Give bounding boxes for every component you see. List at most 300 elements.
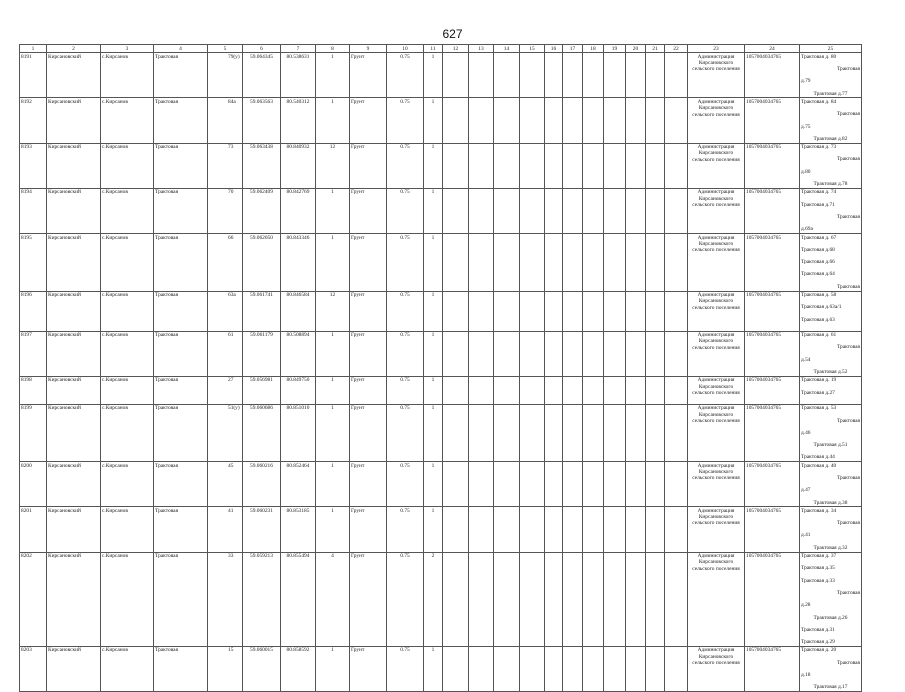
- cell-empty: [604, 234, 626, 291]
- cell-empty: [494, 143, 520, 188]
- owner-line: Администрация: [697, 98, 735, 105]
- address-line: Трактовая д.64: [801, 271, 835, 278]
- cell-empty: [646, 404, 665, 461]
- address-line: Трактовая: [836, 156, 860, 163]
- cell-district: Кирсановский: [47, 646, 101, 691]
- cell-empty: [583, 404, 604, 461]
- cell-id: 8200: [20, 462, 47, 507]
- cell-empty: [520, 143, 545, 188]
- cell-empty: [443, 376, 469, 404]
- address-line: Трактовая д.77: [813, 90, 848, 97]
- cell-id: 8192: [20, 98, 47, 143]
- address-line: Трактовая: [836, 659, 860, 666]
- owner-line: Кирсановского: [698, 383, 734, 390]
- cell-empty: [545, 143, 563, 188]
- address-line: Трактовая д. 19: [801, 377, 837, 384]
- cell-settlement: с.Кирсанов: [101, 404, 154, 461]
- cell-empty: [626, 462, 646, 507]
- cell-cover: Грунт: [350, 646, 387, 691]
- cell-house: 79(у): [208, 53, 243, 98]
- header-row: [20, 45, 862, 53]
- address-line: Трактовая д. 74: [801, 189, 837, 196]
- cell-empty: [583, 507, 604, 552]
- address-line: д.47: [801, 487, 811, 494]
- owner-line: Кирсановского: [698, 514, 734, 521]
- cell-empty: [563, 291, 583, 331]
- cell-count: 1: [424, 143, 443, 188]
- cell-settlement: с.Кирсанов: [101, 507, 154, 552]
- cell-empty: [583, 331, 604, 376]
- cell-addresses: [800, 188, 862, 233]
- cell-empty: [443, 98, 469, 143]
- owner-line: сельского поселения: [692, 304, 740, 311]
- cell-empty: [665, 234, 688, 291]
- column-header: 17: [563, 45, 583, 53]
- address-line: Трактовая д. 58: [801, 292, 837, 299]
- cell-settlement: с.Кирсанов: [101, 143, 154, 188]
- cell-area: 0.75: [387, 376, 424, 404]
- cell-house: 15: [208, 646, 243, 691]
- cell-id: 8201: [20, 507, 47, 552]
- cell-id: 8197: [20, 331, 47, 376]
- owner-line: Кирсановского: [698, 298, 734, 305]
- owner-line: Кирсановского: [698, 653, 734, 660]
- cell-settlement: с.Кирсанов: [101, 291, 154, 331]
- cell-empty: [583, 234, 604, 291]
- cell-empty: [646, 376, 665, 404]
- cell-c8: 1: [316, 507, 350, 552]
- owner-line: Администрация: [697, 377, 735, 384]
- cell-empty: [604, 376, 626, 404]
- cell-empty: [665, 331, 688, 376]
- cell-cover: Грунт: [350, 376, 387, 404]
- cell-empty: [583, 143, 604, 188]
- cell-house: 73: [208, 143, 243, 188]
- cell-empty: [646, 507, 665, 552]
- cell-house: 41: [208, 507, 243, 552]
- cell-street: Трактовая: [154, 646, 208, 691]
- cell-empty: [469, 331, 494, 376]
- cell-empty: [665, 53, 688, 98]
- cell-area: 0.75: [387, 234, 424, 291]
- cell-id: 8196: [20, 291, 47, 331]
- cell-ogrn: 1057004034765: [745, 98, 800, 143]
- cell-addresses: [800, 98, 862, 143]
- cell-empty: [563, 646, 583, 691]
- cell-empty: [443, 291, 469, 331]
- cell-ogrn: 1057004034765: [745, 53, 800, 98]
- cell-c8: 1: [316, 53, 350, 98]
- cell-addresses: [800, 404, 862, 461]
- cell-empty: [545, 234, 563, 291]
- cell-cover: Грунт: [350, 53, 387, 98]
- cell-district: Кирсановский: [47, 53, 101, 98]
- cell-district: Кирсановский: [47, 188, 101, 233]
- address-line: Трактовая д.33: [801, 577, 835, 584]
- cell-empty: [646, 331, 665, 376]
- address-line: Трактовая д. 37: [801, 553, 837, 560]
- cell-id: 8198: [20, 376, 47, 404]
- cell-id: 8191: [20, 53, 47, 98]
- cell-empty: [494, 462, 520, 507]
- owner-line: сельского поселения: [692, 156, 740, 163]
- cell-district: Кирсановский: [47, 143, 101, 188]
- cell-street: Трактовая: [154, 291, 208, 331]
- cell-id: 8203: [20, 646, 47, 691]
- cell-empty: [520, 291, 545, 331]
- cell-empty: [494, 552, 520, 646]
- cell-empty: [583, 462, 604, 507]
- cell-district: Кирсановский: [47, 376, 101, 404]
- cell-empty: [520, 552, 545, 646]
- cell-lat: 59.059213: [243, 552, 281, 646]
- address-line: д.18: [801, 672, 811, 679]
- address-line: Трактовая д.26: [813, 614, 848, 621]
- cell-empty: [665, 98, 688, 143]
- cell-empty: [626, 188, 646, 233]
- cell-empty: [563, 331, 583, 376]
- column-header: 16: [545, 45, 563, 53]
- address-line: Трактовая д. 53: [801, 405, 837, 412]
- cell-id: 8194: [20, 188, 47, 233]
- cell-c8: 1: [316, 331, 350, 376]
- column-header: 1: [20, 45, 47, 53]
- table-row: [20, 462, 862, 507]
- cell-empty: [443, 331, 469, 376]
- cell-empty: [604, 143, 626, 188]
- cell-street: Трактовая: [154, 98, 208, 143]
- cell-empty: [583, 291, 604, 331]
- cell-empty: [646, 188, 665, 233]
- cell-owner: [688, 188, 745, 233]
- cell-empty: [604, 291, 626, 331]
- cell-empty: [545, 404, 563, 461]
- cell-empty: [469, 143, 494, 188]
- table-row: [20, 53, 862, 98]
- page-number: 627: [442, 27, 463, 41]
- cell-count: 1: [424, 331, 443, 376]
- address-line: д.79: [801, 78, 811, 85]
- cell-empty: [520, 376, 545, 404]
- cell-empty: [604, 552, 626, 646]
- table-row: [20, 552, 862, 646]
- cell-empty: [665, 188, 688, 233]
- cell-addresses: [800, 552, 862, 646]
- address-line: Трактовая д. 73: [801, 144, 837, 151]
- cell-area: 0.75: [387, 462, 424, 507]
- cell-lon: 80.851010: [281, 404, 316, 461]
- address-line: Трактовая д.35: [801, 565, 835, 572]
- cell-c8: 1: [316, 462, 350, 507]
- cell-lon: 80.538631: [281, 53, 316, 98]
- cell-cover: Грунт: [350, 331, 387, 376]
- cell-empty: [563, 98, 583, 143]
- cell-empty: [469, 462, 494, 507]
- cell-empty: [520, 188, 545, 233]
- cell-empty: [443, 646, 469, 691]
- cell-empty: [563, 234, 583, 291]
- cell-lon: 80.858592: [281, 646, 316, 691]
- cell-settlement: с.Кирсанов: [101, 552, 154, 646]
- cell-lon: 80.843346: [281, 234, 316, 291]
- cell-count: 1: [424, 507, 443, 552]
- cell-empty: [604, 462, 626, 507]
- owner-line: сельского поселения: [692, 475, 740, 482]
- cell-empty: [626, 53, 646, 98]
- cell-street: Трактовая: [154, 376, 208, 404]
- cell-owner: [688, 462, 745, 507]
- cell-empty: [469, 291, 494, 331]
- cell-area: 0.75: [387, 646, 424, 691]
- cell-area: 0.75: [387, 404, 424, 461]
- cell-c8: 4: [316, 552, 350, 646]
- cell-lon: 80.842769: [281, 188, 316, 233]
- cell-owner: [688, 404, 745, 461]
- column-header: 22: [665, 45, 688, 53]
- cell-ogrn: 1057004034765: [745, 143, 800, 188]
- cell-house: 63а: [208, 291, 243, 331]
- column-header: 23: [688, 45, 745, 53]
- owner-line: сельского поселения: [692, 389, 740, 396]
- address-line: Трактовая д. 84: [801, 98, 837, 105]
- cell-lat: 59.060216: [243, 462, 281, 507]
- cell-lon: 80.853185: [281, 507, 316, 552]
- cell-street: Трактовая: [154, 331, 208, 376]
- cell-lat: 59.061179: [243, 331, 281, 376]
- cell-empty: [583, 376, 604, 404]
- cell-empty: [626, 234, 646, 291]
- cell-empty: [665, 291, 688, 331]
- cell-addresses: [800, 376, 862, 404]
- address-line: Трактовая д.44: [801, 454, 835, 461]
- cell-empty: [520, 507, 545, 552]
- column-header: 7: [281, 45, 316, 53]
- table-row: [20, 646, 862, 691]
- cell-empty: [563, 462, 583, 507]
- cell-owner: [688, 234, 745, 291]
- cell-empty: [583, 53, 604, 98]
- cell-empty: [604, 404, 626, 461]
- cell-area: 0.75: [387, 143, 424, 188]
- cell-empty: [545, 552, 563, 646]
- owner-line: сельского поселения: [692, 660, 740, 667]
- cell-empty: [604, 507, 626, 552]
- cell-ogrn: 1057004034765: [745, 376, 800, 404]
- column-header: 14: [494, 45, 520, 53]
- cell-ogrn: 1057004034765: [745, 188, 800, 233]
- cell-cover: Грунт: [350, 552, 387, 646]
- owner-line: Администрация: [697, 647, 735, 654]
- cell-empty: [443, 552, 469, 646]
- cell-empty: [563, 552, 583, 646]
- cell-empty: [520, 53, 545, 98]
- address-line: Трактовая д.38: [813, 499, 848, 506]
- column-header: 8: [316, 45, 350, 53]
- address-line: Трактовая д.78: [813, 181, 848, 188]
- owner-line: Администрация: [697, 53, 735, 60]
- cell-empty: [604, 331, 626, 376]
- cell-empty: [443, 507, 469, 552]
- cell-empty: [469, 53, 494, 98]
- cell-settlement: с.Кирсанов: [101, 646, 154, 691]
- cell-id: 8202: [20, 552, 47, 646]
- cell-id: 8195: [20, 234, 47, 291]
- cell-lat: 59.060231: [243, 507, 281, 552]
- cell-empty: [646, 462, 665, 507]
- address-line: д.69а: [801, 226, 813, 233]
- cell-lat: 59.056981: [243, 376, 281, 404]
- cell-empty: [626, 552, 646, 646]
- cell-empty: [545, 188, 563, 233]
- column-header: 6: [243, 45, 281, 53]
- cell-lon: 80.849750: [281, 376, 316, 404]
- owner-line: Кирсановского: [698, 150, 734, 157]
- owner-line: Кирсановского: [698, 60, 734, 67]
- cell-empty: [563, 143, 583, 188]
- cell-addresses: [800, 646, 862, 691]
- cell-lat: 59.062050: [243, 234, 281, 291]
- cell-empty: [494, 507, 520, 552]
- cell-empty: [443, 188, 469, 233]
- cell-empty: [646, 291, 665, 331]
- owner-line: Администрация: [697, 462, 735, 469]
- owner-line: сельского поселения: [692, 344, 740, 351]
- address-line: Трактовая д.29: [801, 639, 835, 646]
- cell-street: Трактовая: [154, 188, 208, 233]
- cell-ogrn: 1057004034765: [745, 291, 800, 331]
- cell-empty: [545, 53, 563, 98]
- column-header: 12: [443, 45, 469, 53]
- cell-c8: 1: [316, 376, 350, 404]
- cell-district: Кирсановский: [47, 404, 101, 461]
- address-line: Трактовая д. 34: [801, 507, 837, 514]
- owner-line: сельского поселения: [692, 201, 740, 208]
- column-header: 3: [101, 45, 154, 53]
- cell-empty: [520, 404, 545, 461]
- owner-line: Администрация: [697, 292, 735, 299]
- cell-ogrn: 1057004034765: [745, 234, 800, 291]
- cell-owner: [688, 507, 745, 552]
- owner-line: сельского поселения: [692, 247, 740, 254]
- cell-street: Трактовая: [154, 552, 208, 646]
- cell-addresses: [800, 331, 862, 376]
- owner-line: сельского поселения: [692, 565, 740, 572]
- owner-line: Кирсановского: [698, 240, 734, 247]
- cell-empty: [646, 53, 665, 98]
- owner-line: Кирсановского: [698, 338, 734, 345]
- cell-empty: [494, 376, 520, 404]
- cell-lon: 80.855494: [281, 552, 316, 646]
- column-header: 24: [745, 45, 800, 53]
- cell-empty: [443, 143, 469, 188]
- cell-empty: [545, 462, 563, 507]
- column-header: 5: [208, 45, 243, 53]
- cell-c8: 12: [316, 143, 350, 188]
- cell-addresses: [800, 53, 862, 98]
- cell-empty: [520, 462, 545, 507]
- cell-empty: [443, 53, 469, 98]
- address-line: Трактовая д. 20: [801, 647, 837, 654]
- cell-c8: 1: [316, 188, 350, 233]
- owner-line: Администрация: [697, 332, 735, 339]
- address-line: Трактовая д.71: [801, 201, 835, 208]
- cell-count: 1: [424, 234, 443, 291]
- column-header: 10: [387, 45, 424, 53]
- cell-empty: [626, 646, 646, 691]
- cell-area: 0.75: [387, 98, 424, 143]
- cell-empty: [520, 234, 545, 291]
- cell-empty: [469, 376, 494, 404]
- table-row: [20, 376, 862, 404]
- cell-street: Трактовая: [154, 143, 208, 188]
- cell-owner: [688, 53, 745, 98]
- cell-addresses: [800, 291, 862, 331]
- address-line: Трактовая д.82: [813, 135, 848, 142]
- owner-line: Администрация: [697, 507, 735, 514]
- cell-c8: 1: [316, 98, 350, 143]
- cell-empty: [626, 507, 646, 552]
- cell-empty: [646, 234, 665, 291]
- address-line: Трактовая д.66: [801, 259, 835, 266]
- cell-count: 1: [424, 291, 443, 331]
- address-line: Трактовая: [836, 417, 860, 424]
- cell-district: Кирсановский: [47, 234, 101, 291]
- cell-empty: [545, 98, 563, 143]
- cell-empty: [494, 98, 520, 143]
- cell-empty: [626, 291, 646, 331]
- address-line: Трактовая д.51: [813, 442, 848, 449]
- cell-empty: [646, 143, 665, 188]
- cell-empty: [469, 188, 494, 233]
- cell-empty: [520, 98, 545, 143]
- address-line: Трактовая: [836, 213, 860, 220]
- owner-line: Кирсановского: [698, 469, 734, 475]
- cell-district: Кирсановский: [47, 552, 101, 646]
- address-line: Трактовая д.52: [813, 368, 848, 375]
- cell-settlement: с.Кирсанов: [101, 331, 154, 376]
- cell-empty: [604, 188, 626, 233]
- table-row: [20, 331, 862, 376]
- cell-cover: Грунт: [350, 507, 387, 552]
- address-line: Трактовая: [836, 475, 860, 481]
- cell-addresses: [800, 143, 862, 188]
- cell-empty: [494, 646, 520, 691]
- cell-empty: [469, 234, 494, 291]
- cell-c8: 1: [316, 646, 350, 691]
- column-header: 13: [469, 45, 494, 53]
- cell-empty: [665, 404, 688, 461]
- cell-lat: 59.063438: [243, 143, 281, 188]
- cell-house: 66: [208, 234, 243, 291]
- cell-house: 51(у): [208, 404, 243, 461]
- cell-empty: [494, 404, 520, 461]
- cell-area: 0.75: [387, 331, 424, 376]
- cell-house: 70: [208, 188, 243, 233]
- owner-line: Кирсановского: [698, 411, 734, 418]
- cell-count: 1: [424, 404, 443, 461]
- cell-owner: [688, 331, 745, 376]
- column-header: 15: [520, 45, 545, 53]
- cell-house: 84а: [208, 98, 243, 143]
- cell-empty: [665, 507, 688, 552]
- cell-empty: [665, 143, 688, 188]
- cell-owner: [688, 552, 745, 646]
- owner-line: Администрация: [697, 189, 735, 196]
- cell-settlement: с.Кирсанов: [101, 462, 154, 507]
- cell-cover: Грунт: [350, 188, 387, 233]
- cell-district: Кирсановский: [47, 462, 101, 507]
- cell-empty: [646, 646, 665, 691]
